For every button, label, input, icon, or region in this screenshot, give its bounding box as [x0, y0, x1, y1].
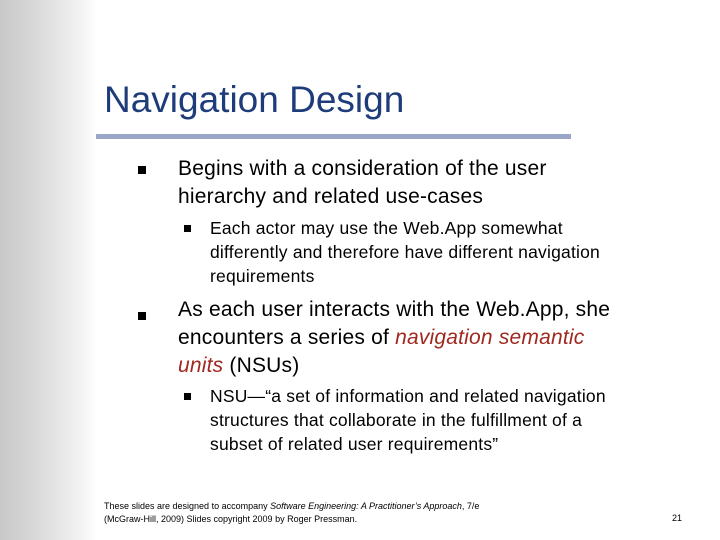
bullet-2-emphasis-term: navigation semantic [395, 326, 585, 349]
bullet-1-sub-text [210, 216, 700, 288]
bullet-2-line-2 [178, 324, 698, 352]
bullet-1-line-1: Begins with a consideration of the user [178, 157, 547, 180]
footer-line-1 [104, 500, 479, 513]
bullet-1-line-2: hierarchy and related use-cases [178, 185, 484, 208]
footer-line-1-b: , 7/e [461, 501, 480, 511]
left-gradient-band [0, 0, 97, 540]
footer-line-2: (McGraw-Hill, 2009) Slides copyright 2009 by Roger Pressman. [104, 514, 358, 524]
bullet-2-line-1: As each user interacts with the Web.App, she [178, 298, 611, 321]
page-number: 21 [672, 513, 683, 523]
footer-line-1-a: These slides are designed to accompany [104, 501, 271, 511]
title-underline [96, 134, 571, 139]
bullet-1-sub-line-3: requirements [210, 266, 315, 286]
bullet-square-icon [138, 312, 146, 320]
bullet-1-text [178, 155, 698, 211]
bullet-2-line-2-plain: encounters a series of [178, 326, 396, 349]
bullet-2-sub-text [210, 384, 700, 456]
bullet-2-line-3-plain: (NSUs) [223, 354, 300, 377]
bullet-1-sub-line-2: differently and therefore have different navigation [210, 242, 600, 262]
sub-bullet-square-icon [184, 225, 191, 232]
bullet-2-emphasis-term-cont: units [178, 354, 224, 377]
slide-title: Navigation Design [104, 79, 405, 120]
bullet-1-sub-line-1: Each actor may use the Web.App somewhat [210, 218, 563, 238]
bullet-2-line-3 [178, 352, 698, 380]
bullet-2-sub-line-2: structures that collaborate in the fulfillment of a [210, 410, 583, 430]
bullet-2-sub-line-1: NSU—“a set of information and related navigation [210, 386, 606, 406]
sub-bullet-square-icon [184, 393, 191, 400]
footer-book-title: Software Engineering: A Practitioner’s Approach [270, 501, 462, 511]
bullet-2-text [178, 296, 698, 380]
bullet-2-sub-line-3: subset of related user requirements” [210, 434, 499, 454]
bullet-square-icon [138, 166, 146, 174]
slide-footer [104, 500, 479, 526]
